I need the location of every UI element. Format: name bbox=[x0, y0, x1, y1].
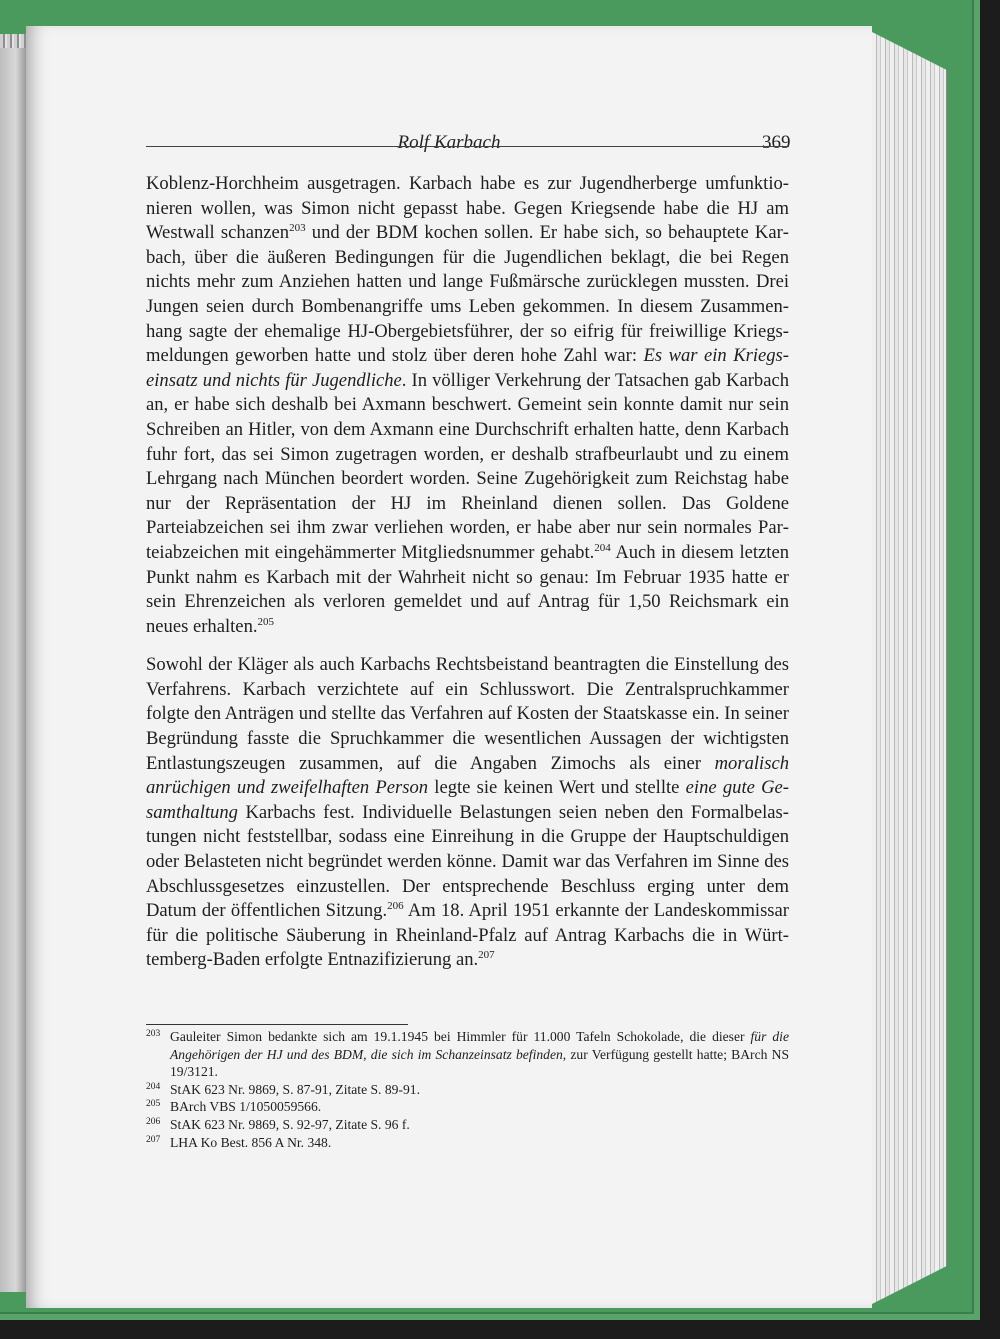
footnote-rule bbox=[146, 1024, 408, 1025]
footnote-number: 207 bbox=[146, 1134, 161, 1145]
footnotes bbox=[146, 1028, 789, 1151]
footnote-text: StAK 623 Nr. 9869, S. 87-91, Zitate S. 89-91. bbox=[170, 1081, 420, 1097]
quote-gesamthaltung: eine gute Gesamthaltung bbox=[146, 777, 789, 823]
footnote-number: 203 bbox=[146, 1029, 161, 1039]
body-text bbox=[146, 172, 789, 983]
footnote-number: 204 bbox=[146, 1081, 161, 1092]
footnote-text: StAK 623 Nr. 9869, S. 92-97, Zitate S. 96 f. bbox=[170, 1116, 410, 1132]
footnote-203 bbox=[146, 1028, 789, 1081]
page-stack-edges bbox=[872, 32, 947, 1304]
paragraph-1-text-a: Koblenz-Horchheim ausgetragen. Karbach habe es zur Jugendherberge umfunktionieren wollen, was Simon nicht gepasst habe. Gegen Kriegsende habe die HJ am Westwall schanzen bbox=[146, 173, 789, 244]
paragraph-2-text-b: legte sie keinen Wert und stellte bbox=[428, 777, 686, 799]
footnote-207 bbox=[146, 1134, 789, 1152]
footnote-quote: für die Angehörigen der HJ und des BDM, die sich im Schanzeinsatz befinden bbox=[170, 1029, 789, 1062]
paragraph-1-text-b: und der BDM kochen sollen. Er habe sich, so behauptete Karbach, über die äußeren Bedingungen für die Jugendlichen beklagt, die bei Regen nichts mehr zum Anziehen hatten und lange Fußmärsche zurücklegen mussten. Drei Jungen seien durch Bombenangriffe ums Leben gekommen. In diesem Zusammenhang sagte der ehemalige HJ-Obergebietsführer, der so eifrig für freiwillige Kriegsmeldungen geworben hatte und stolz über deren hohe Zahl war: bbox=[146, 222, 789, 367]
footnote-number: 205 bbox=[146, 1099, 161, 1110]
running-title: Rolf Karbach bbox=[397, 132, 501, 153]
footnote-number: 206 bbox=[146, 1116, 161, 1127]
footnote-206 bbox=[146, 1116, 789, 1134]
footnote-205 bbox=[146, 1098, 789, 1116]
quote-moralisch: moralisch anrüchigen und zweifelhaften Person bbox=[146, 752, 789, 799]
paragraph-2-text-c: Karbachs fest. Individuelle Belastungen seien neben den Formalbelastungen nicht feststellbar, sodass eine Einreihung in die Gruppe der Hauptschuldigen oder Belasteten nicht begründet werden könne. Damit war das Verfahren im Sinne des Abschlussgesetzes einzustellen. Der entsprechende Beschluss erging unter dem Datum der öffentlichen Sitzung. bbox=[146, 801, 789, 922]
footnote-ref-203[interactable]: 203 bbox=[289, 222, 306, 235]
paragraph-2-text-a: Sowohl der Kläger als auch Karbachs Rechtsbeistand beantragten die Einstellung des Verfahrens. Karbach verzichtete auf ein Schlusswort. Die Zentralspruchkammer folgte den Anträgen und stellte das Verfahren auf Kosten der Staatskasse ein. In seiner Begründung fasste die Spruchkammer die wesentlichen Aussagen der wichtigsten Entlastungszeugen zusammen, auf die Angaben Zimochs als einer bbox=[146, 654, 789, 774]
left-page-edge bbox=[0, 42, 26, 1292]
footnote-text: , zur Verfügung gestellt hatte; BArch NS 19/3121. bbox=[170, 1046, 789, 1080]
paragraph-2 bbox=[146, 653, 789, 973]
paragraph-1 bbox=[146, 172, 789, 639]
footnote-ref-205[interactable]: 205 bbox=[257, 615, 275, 628]
header-rule bbox=[146, 146, 789, 147]
page-number: 369 bbox=[762, 132, 791, 153]
paragraph-1-text-c: . In völliger Verkehrung der Tatsachen gab Karbach an, er habe sich deshalb bei Axmann beschwert. Gemeint sein konnte damit nur sein Schreiben an Hitler, von dem Axmann eine Durchschrift erhalten hatte, denn Karbach fuhr fort, das sei Simon zugetragen worden, er deshalb strafbeurlaubt und zu einem Lehrgang nach München beordert worden. Seine Zugehörigkeit zum Reichstag habe nur der Repräsentation der HJ im Rheinland dienen sollen. Das Goldene Parteiabzeichen sei ihm zwar verliehen worden, er habe aber nur sein normales Parteiabzeichen mit eingehämmerter Mitgliedsnummer gehabt. bbox=[146, 369, 790, 563]
footnote-204 bbox=[146, 1081, 789, 1099]
paragraph-1-text-d: Auch in diesem letzten Punkt nahm es Karbach mit der Wahrheit nicht so genau: Im Februar 1935 hatte er sein Ehrenzeichen als verloren gemeldet und auf Antrag für 1,50 Reichsmark ein neues erhalten. bbox=[146, 541, 790, 637]
footnote-text: LHA Ko Best. 856 A Nr. 348. bbox=[170, 1134, 332, 1150]
footnote-ref-204[interactable]: 204 bbox=[594, 541, 611, 554]
footnote-ref-206[interactable]: 206 bbox=[387, 900, 404, 913]
paragraph-2-text-d: Am 18. April 1951 erkannte der Landeskommissar für die politische Säuberung in Rheinland-Pfalz auf Antrag Karbachs die in Württemberg-Baden erfolgte Entnazifizierung an. bbox=[146, 900, 789, 971]
quote-kriegseinsatz: Es war ein Kriegseinsatz und nichts für Jugendliche bbox=[146, 345, 789, 391]
footnote-text: BArch VBS 1/1050059566. bbox=[170, 1099, 322, 1115]
footnote-ref-207[interactable]: 207 bbox=[478, 949, 495, 962]
footnote-text: Gauleiter Simon bedankte sich am 19.1.1945 bei Himmler für 11.000 Tafeln Schokolade, die dieser bbox=[170, 1029, 751, 1044]
